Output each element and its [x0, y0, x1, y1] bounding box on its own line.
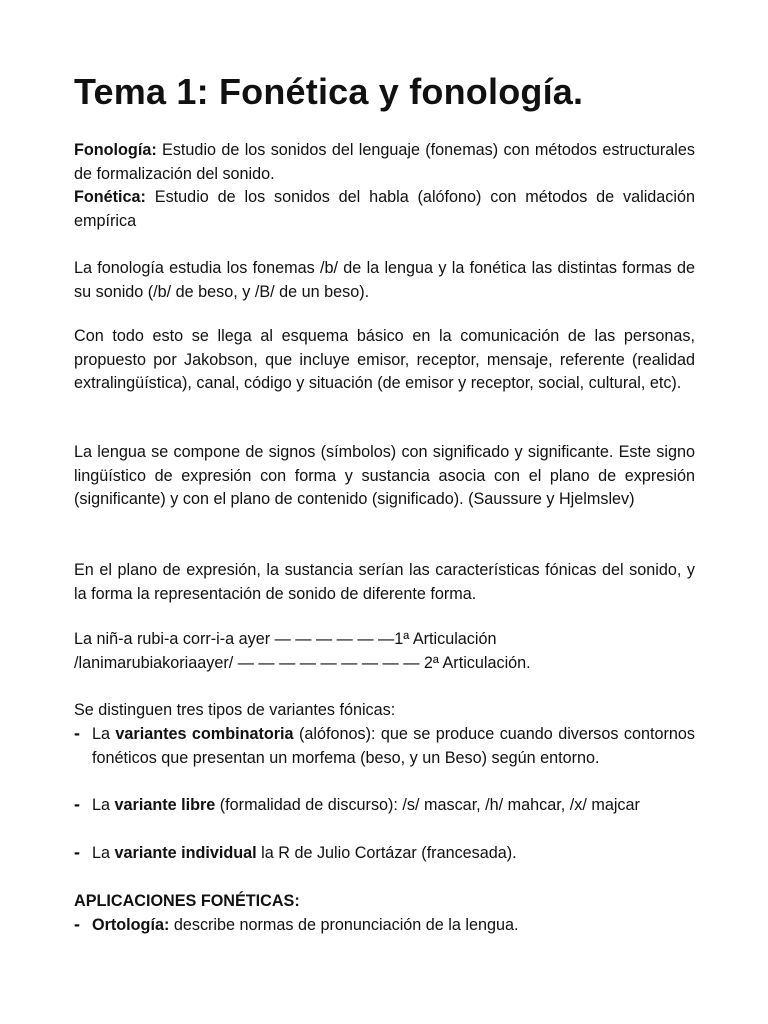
list-item	[74, 794, 695, 818]
definition-text: Estudio de los sonidos del habla (alófono) con métodos de validación empírica	[74, 188, 695, 230]
bullet-dash: -	[74, 723, 80, 743]
list-item-term: variante individual	[114, 844, 257, 862]
definition-text: Estudio de los sonidos del lenguaje (fonemas) con métodos estructurales de formalización del sonido.	[74, 141, 695, 183]
list-item-text: La variante libre (formalidad de discurso): /s/ mascar, /h/ mahcar, /x/ majcar	[92, 796, 640, 814]
list-item-term: variantes combinatoria	[115, 725, 294, 743]
list-item-text: La variante individual la R de Julio Cortázar (francesada).	[92, 844, 517, 862]
list-item-term: Ortología:	[92, 916, 170, 934]
paragraph: En el plano de expresión, la sustancia serían las características fónicas del sonido, y la forma la representación de sonido de diferente forma.	[74, 561, 695, 603]
definition-term: Fonética:	[74, 188, 146, 206]
page-title: Tema 1: Fonética y fonología.	[74, 71, 584, 112]
bullet-dash: -	[74, 914, 80, 934]
list-item-text: La variantes combinatoria (alófonos): que se produce cuando diversos contornos fonéticos que presentan un morfema (beso, y un Beso) según entorno.	[92, 725, 695, 767]
definition-term: Fonología:	[74, 141, 157, 159]
list-item-text: Ortología: describe normas de pronunciación de la lengua.	[92, 916, 519, 934]
bullet-dash: -	[74, 794, 80, 814]
section-heading: APLICACIONES FONÉTICAS:	[74, 892, 300, 910]
paragraph: La lengua se compone de signos (símbolos) con significado y significante. Este signo lingüístico de expresión con forma y sustancia asocia con el plano de expresión (significante) y con el plano de contenido (significado). (Saussure y Hjelmslev)	[74, 443, 695, 509]
list-item-term: variante libre	[114, 796, 216, 814]
articulation-line-1: La niñ-a rubi-a corr-i-a ayer — — — — — —1ª Articulación	[74, 630, 497, 648]
list-item	[74, 914, 695, 938]
paragraph: La fonología estudia los fonemas /b/ de la lengua y la fonética las distintas formas de su sonido (/b/ de beso, y /B/ de un beso).	[74, 259, 695, 301]
variants-intro: Se distinguen tres tipos de variantes fónicas:	[74, 701, 396, 719]
definition-fonologia	[74, 139, 695, 186]
definition-fonetica	[74, 186, 695, 233]
articulation-line-2: /lanimarubiakoriaayer/ — — — — — — — — — 2ª Articulación.	[74, 654, 531, 672]
list-item	[74, 723, 695, 770]
bullet-dash: -	[74, 842, 80, 862]
paragraph: Con todo esto se llega al esquema básico en la comunicación de las personas, propuesto por Jakobson, que incluye emisor, receptor, mensaje, referente (realidad extralingüística), canal, código y situación (de emisor y receptor, social, cultural, etc).	[74, 327, 695, 393]
list-item	[74, 842, 695, 866]
